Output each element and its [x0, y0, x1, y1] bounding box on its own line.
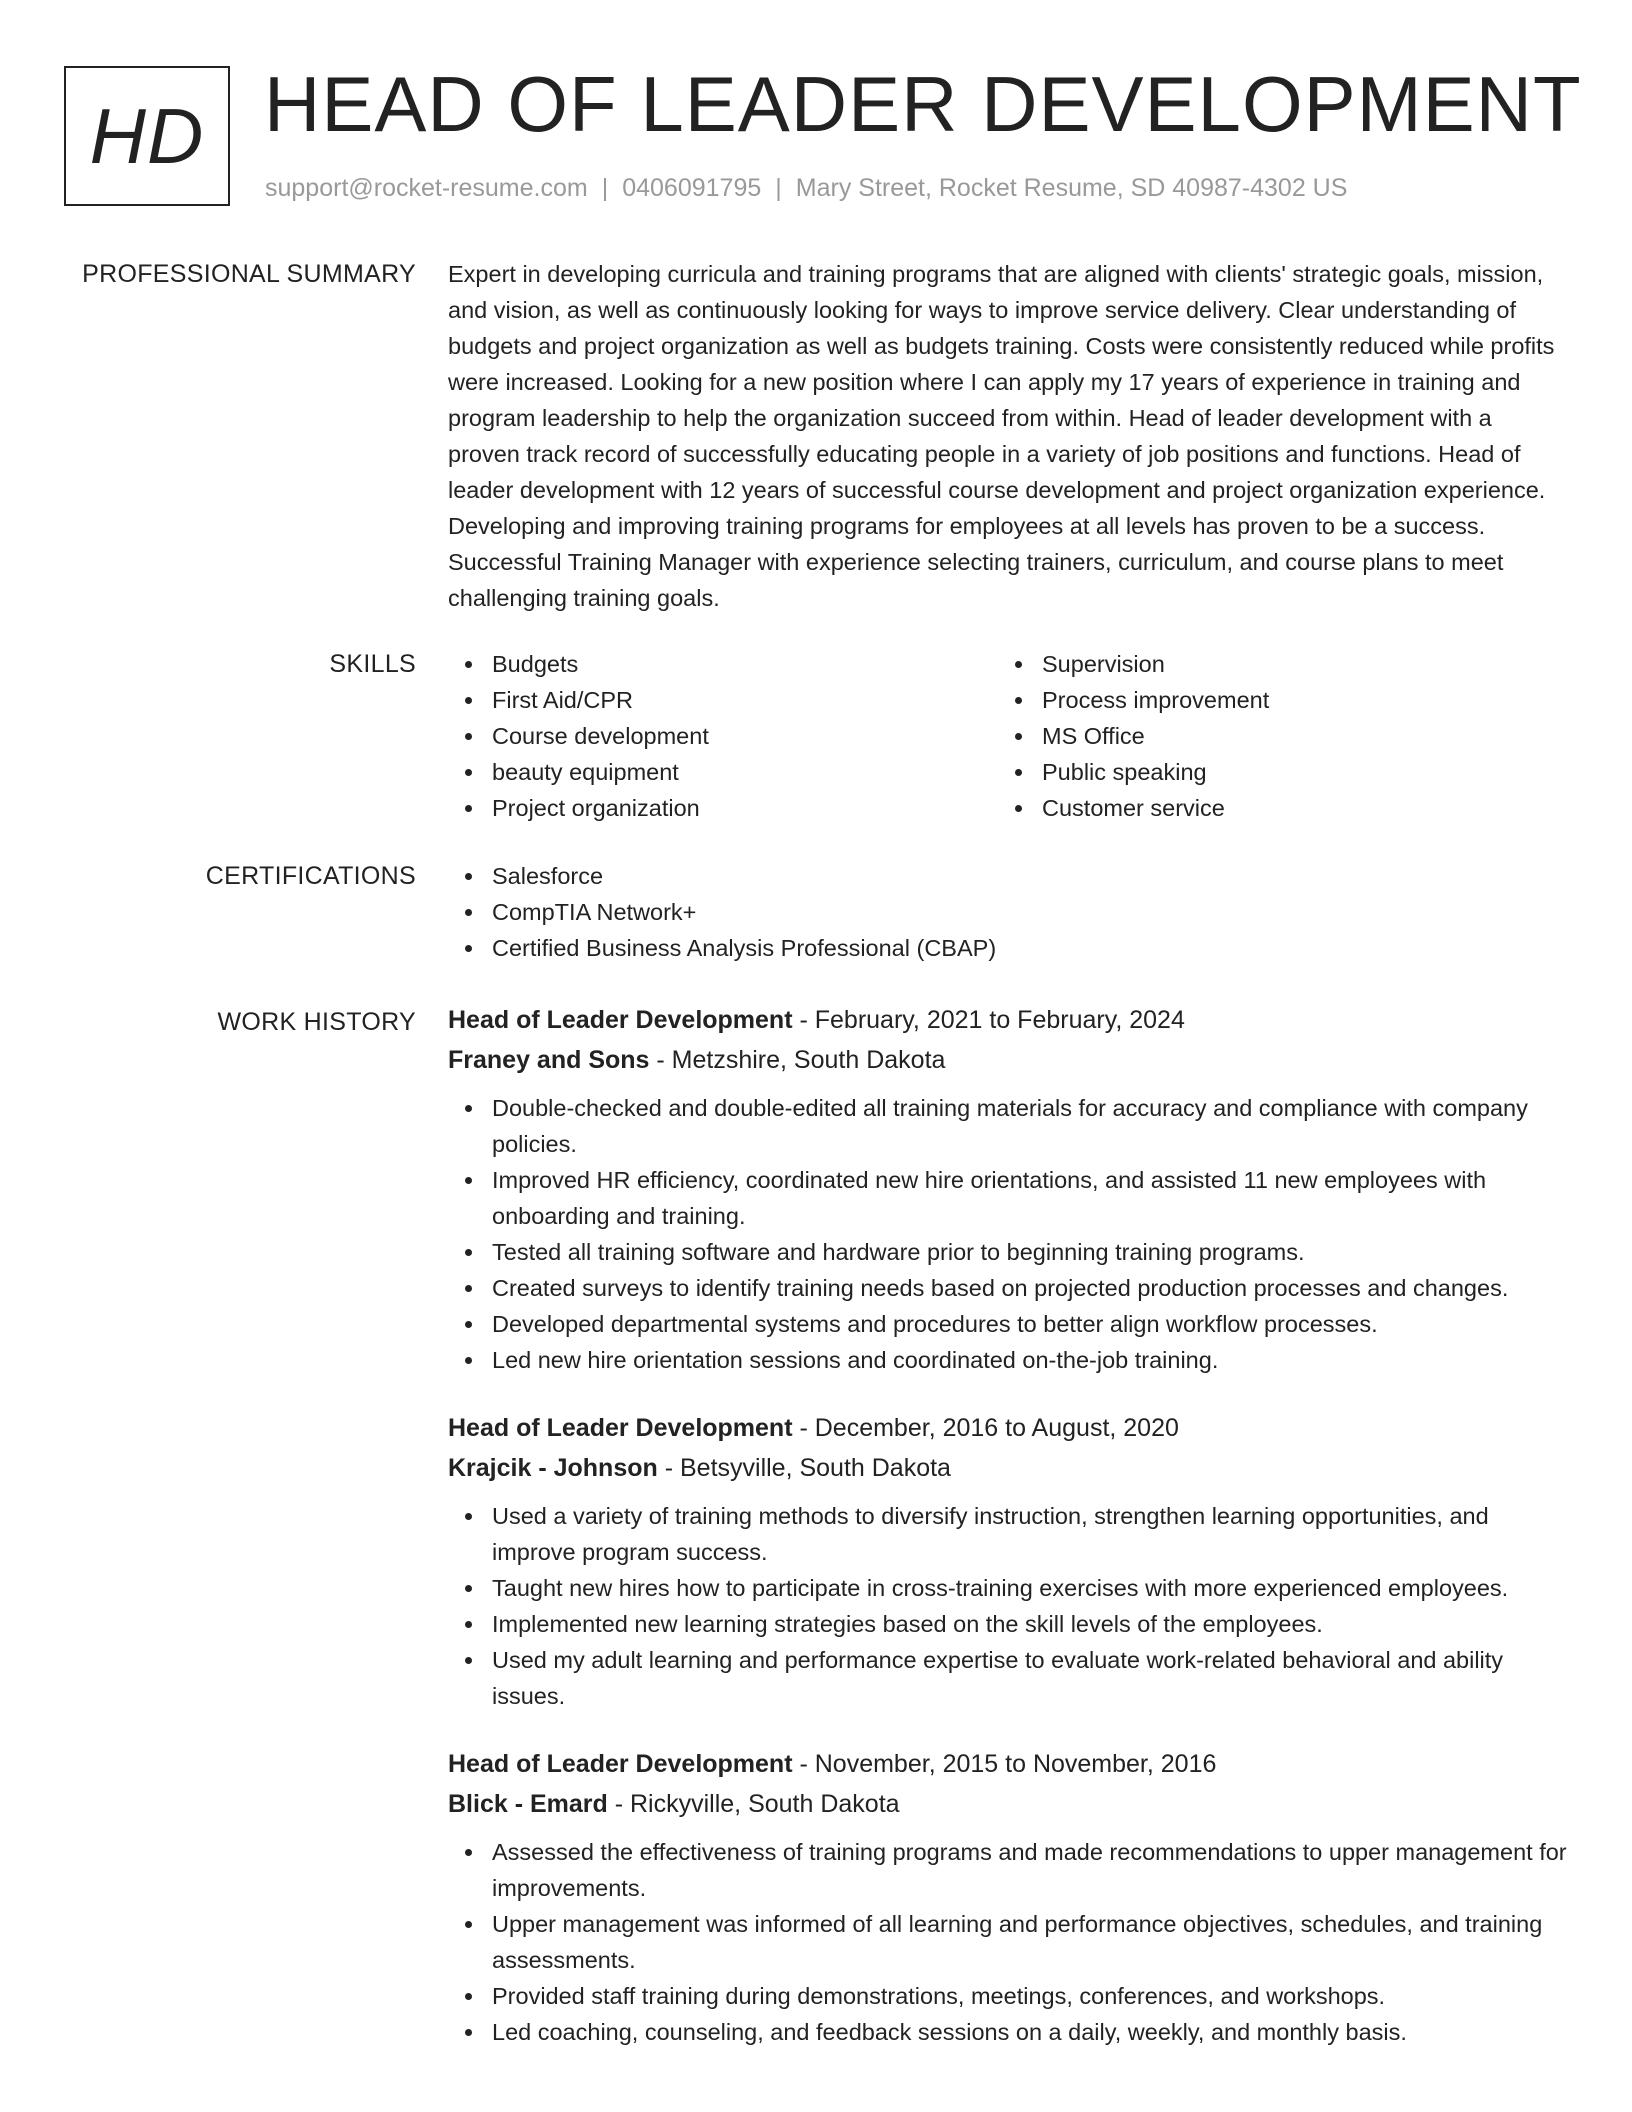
dash-separator: - [649, 1046, 672, 1074]
job-bullet: Implemented new learning strategies based on the skill levels of the employees. [448, 1606, 1568, 1642]
skill-item: Budgets [448, 646, 998, 682]
job-dates: December, 2016 to August, 2020 [814, 1414, 1179, 1442]
skill-item: Project organization [448, 790, 998, 826]
job-bullets [448, 1834, 1568, 2050]
skills-list-right [998, 646, 1548, 826]
job-title: Head of Leader Development [448, 1750, 793, 1778]
job-company-line [448, 1448, 1568, 1488]
monogram-badge: HD [64, 66, 230, 206]
contact-separator: | [775, 174, 782, 202]
job-bullet: Created surveys to identify training needs based on projected production processes and changes. [448, 1270, 1568, 1306]
job-company: Blick - Emard [448, 1790, 608, 1818]
certification-item: Salesforce [448, 858, 1568, 894]
section-label-certifications: CERTIFICATIONS [205, 862, 416, 890]
dash-separator: - [657, 1454, 680, 1482]
skill-item: Customer service [998, 790, 1548, 826]
section-label-skills: SKILLS [329, 650, 416, 678]
job-title-line [448, 1744, 1568, 1784]
skill-item: Process improvement [998, 682, 1548, 718]
job-title-line [448, 1000, 1568, 1040]
job-dates: February, 2021 to February, 2024 [814, 1006, 1185, 1034]
skill-item: Public speaking [998, 754, 1548, 790]
job-company-line [448, 1040, 1568, 1080]
dash-separator: - [792, 1414, 815, 1442]
summary-content [448, 256, 1568, 616]
summary-text: Expert in developing curricula and training programs that are aligned with clients' strategic goals, mission, and vision, as well as continuously looking for ways to improve service delivery. Clear understanding of budgets and project organization as well as budgets training. Costs were consistently reduced while profits were increased. Looking for a new position where I can apply my 17 years of experience in training and program leadership to help the organization succeed from within. Head of leader development with a proven track record of successfully educating people in a variety of job positions and functions. Head of leader development with 12 years of successful course development and project organization experience. Developing and improving training programs for employees at all levels has proven to be a success. Successful Training Manager with experience selecting trainers, curriculum, and course plans to meet challenging training goals. [448, 261, 1555, 611]
dash-separator: - [792, 1006, 815, 1034]
job-bullet: Double-checked and double-edited all training materials for accuracy and compliance with company policies. [448, 1090, 1568, 1162]
job-entry [448, 1744, 1568, 2050]
job-bullets [448, 1498, 1568, 1714]
certifications-content [448, 858, 1568, 966]
resume-title: HEAD OF LEADER DEVELOPMENT [264, 60, 1582, 148]
skills-content [448, 646, 1568, 826]
job-location: Rickyville, South Dakota [630, 1790, 900, 1818]
job-bullet: Developed departmental systems and procedures to better align workflow processes. [448, 1306, 1568, 1342]
skill-item: beauty equipment [448, 754, 998, 790]
job-bullet: Improved HR efficiency, coordinated new hire orientations, and assisted 11 new employees with onboarding and training. [448, 1162, 1568, 1234]
contact-line [265, 174, 1347, 203]
job-title-line [448, 1408, 1568, 1448]
job-bullet: Used my adult learning and performance expertise to evaluate work-related behavioral and ability issues. [448, 1642, 1568, 1714]
contact-email: support@rocket-resume.com [265, 174, 588, 202]
job-entry [448, 1000, 1568, 1378]
job-bullet: Used a variety of training methods to diversify instruction, strengthen learning opportunities, and improve program success. [448, 1498, 1568, 1570]
job-location: Metzshire, South Dakota [671, 1046, 946, 1074]
section-label-work-history: WORK HISTORY [217, 1008, 416, 1036]
job-company: Krajcik - Johnson [448, 1454, 658, 1482]
job-company-line [448, 1784, 1568, 1824]
job-bullet: Led coaching, counseling, and feedback sessions on a daily, weekly, and monthly basis. [448, 2014, 1568, 2050]
job-entry [448, 1408, 1568, 1714]
dash-separator: - [792, 1750, 815, 1778]
skill-item: Course development [448, 718, 998, 754]
job-location: Betsyville, South Dakota [679, 1454, 951, 1482]
job-bullet: Assessed the effectiveness of training programs and made recommendations to upper management for improvements. [448, 1834, 1568, 1906]
job-dates: November, 2015 to November, 2016 [814, 1750, 1217, 1778]
contact-phone: 0406091795 [622, 174, 762, 202]
resume-header [64, 60, 1582, 216]
dash-separator: - [607, 1790, 630, 1818]
job-title: Head of Leader Development [448, 1006, 793, 1034]
skill-item: First Aid/CPR [448, 682, 998, 718]
job-title: Head of Leader Development [448, 1414, 793, 1442]
job-bullet: Provided staff training during demonstrations, meetings, conferences, and workshops. [448, 1978, 1568, 2014]
job-bullet: Upper management was informed of all learning and performance objectives, schedules, and training assessments. [448, 1906, 1568, 1978]
job-bullet: Tested all training software and hardware prior to beginning training programs. [448, 1234, 1568, 1270]
job-bullet: Led new hire orientation sessions and coordinated on-the-job training. [448, 1342, 1568, 1378]
certification-item: CompTIA Network+ [448, 894, 1568, 930]
section-label-summary: PROFESSIONAL SUMMARY [82, 260, 416, 288]
job-company: Franey and Sons [448, 1046, 650, 1074]
contact-address: Mary Street, Rocket Resume, SD 40987-4302 US [795, 174, 1348, 202]
contact-separator: | [601, 174, 609, 202]
job-bullets [448, 1090, 1568, 1378]
work-history-content [448, 1000, 1568, 2080]
certification-item: Certified Business Analysis Professional (CBAP) [448, 930, 1568, 966]
job-bullet: Taught new hires how to participate in cross-training exercises with more experienced employees. [448, 1570, 1568, 1606]
skills-list-left [448, 646, 998, 826]
certifications-list [448, 858, 1568, 966]
skill-item: Supervision [998, 646, 1548, 682]
skill-item: MS Office [998, 718, 1548, 754]
